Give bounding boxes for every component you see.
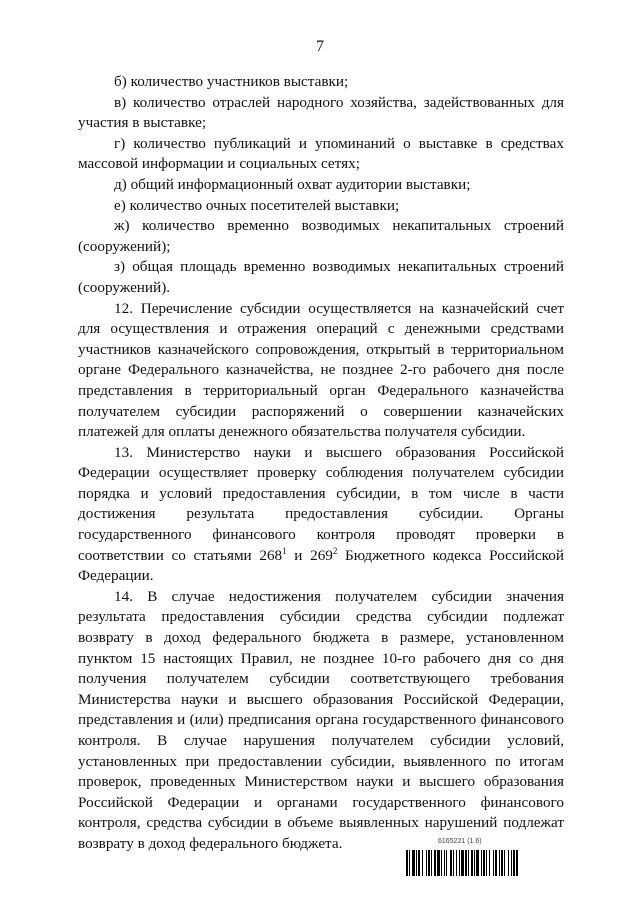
list-item-zh: ж) количество временно возводимых некапитальных строений (сооружений); — [78, 217, 564, 255]
barcode-bar — [476, 850, 479, 876]
barcode-bar — [493, 850, 494, 876]
barcode-bar — [426, 850, 427, 876]
barcode-bar — [406, 850, 408, 876]
paragraph-13 — [78, 443, 564, 587]
barcode-bar — [501, 850, 503, 876]
document-body — [78, 72, 564, 855]
paragraph-13-text-a: 13. Министерство науки и высшего образования Российской Федерации осуществляет проверку соблюдения получателем субсидии порядка и условий предоставления субсидии, в том числе в части достижения результата предоставления субсидии. Органы государственного финансового контроля проводят проверки в соответствии со статьями 268 — [78, 443, 564, 564]
barcode-bar — [412, 850, 415, 876]
barcode-bar — [516, 850, 518, 876]
barcode-bar — [489, 850, 490, 876]
barcode-bar — [416, 850, 417, 876]
barcode-bar — [504, 850, 505, 876]
barcode-bar — [453, 850, 454, 876]
barcode-bar — [434, 850, 436, 876]
barcode-bar — [409, 850, 410, 876]
barcode-bar — [483, 850, 485, 876]
barcode-bar — [495, 850, 497, 876]
barcode-bar — [446, 850, 447, 876]
barcode-bar — [428, 850, 430, 876]
barcode-bar — [422, 850, 423, 876]
barcode-bar — [459, 850, 460, 876]
barcode-bar — [474, 850, 475, 876]
list-item-e: е) количество очных посетителей выставки; — [114, 196, 400, 214]
list-item-d: д) общий информационный охват аудитории выставки; — [114, 175, 471, 193]
barcode-bar — [444, 850, 445, 876]
page-number: 7 — [316, 38, 324, 55]
barcode-bar — [450, 850, 452, 876]
barcode-bar — [499, 850, 500, 876]
list-item-b: б) количество участников выставки; — [114, 73, 349, 90]
paragraph-13-text-b: и 269 — [286, 546, 333, 564]
list-item-v: в) количество отраслей народного хозяйства, задействованных для участия в выставке; — [78, 93, 564, 132]
superscript-1: 1 — [282, 545, 287, 556]
barcode-bar — [481, 850, 482, 876]
barcode-bar — [441, 850, 442, 876]
barcode-bar — [431, 850, 432, 876]
barcode-bar — [471, 850, 473, 876]
barcode-bar — [437, 850, 440, 876]
barcode-bar — [418, 850, 420, 876]
paragraph-13-text-c: Бюджетного кодекса Российской Федерации. — [78, 546, 564, 585]
paragraph-12: 12. Перечисление субсидии осуществляется на казначейский счет для осуществления и отражения операций с денежными средствами участников казначейского сопровождения, открытый в территориальном органе Федерального казначейства, не позднее 2-го рабочего дня после представления в территориальный орган Федерального казначейства получателем субсидии распоряжений о совершении казначейских платежей для оплаты денежного обязательства получателя субсидии. — [78, 299, 564, 441]
barcode-bar — [511, 850, 512, 876]
barcode-bar — [486, 850, 487, 876]
barcode-bar — [513, 850, 515, 876]
barcode-code: 6165221 (1.6) — [438, 838, 482, 845]
barcode-bar — [468, 850, 469, 876]
list-item-z: з) общая площадь временно возводимых некапитальных строений (сооружений). — [78, 258, 564, 296]
barcode-bar — [508, 850, 509, 876]
barcode-bar — [456, 850, 457, 876]
barcode-bar — [465, 850, 467, 876]
barcode-image — [406, 850, 582, 876]
superscript-2: 2 — [332, 545, 338, 556]
list-item-g: г) количество публикаций и упоминаний о выставке в средствах массовой информации и социальных сетях; — [78, 134, 564, 173]
paragraph-14: 14. В случае недостижения получателем субсидии значения результата предоставления субсидии средства субсидии подлежат возврату в доход федерального бюджета в размере, установленном пунктом 15 настоящих Правил, не позднее 10-го рабочего дня со дня получения получателем субсидии соответствующего требования Министерства науки и высшего образования Российской Федерации, представления и (или) предписания органа государственного финансового контроля. В случае нарушения получателем субсидии условий, установленных при предоставлении субсидии, выявленного по итогам проверок, проведенных Министерством науки и высшего образования Российской Федерации и органами государственного финансового контроля, средства субсидии в объеме выявленных нарушений подлежат возврату в доход федерального бюджета. — [78, 587, 564, 852]
barcode-bar — [461, 850, 464, 876]
